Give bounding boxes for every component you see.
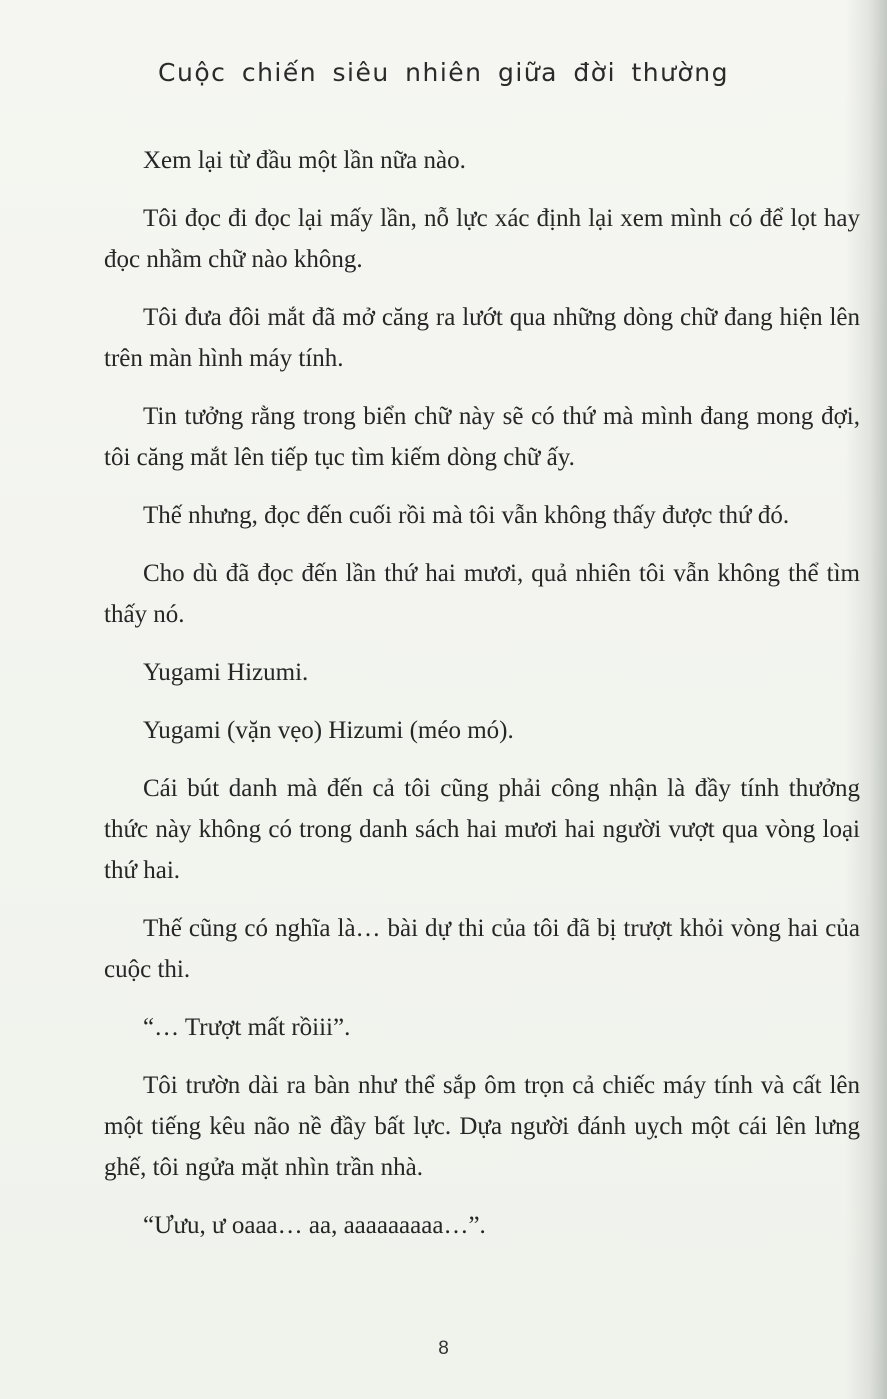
- paragraph: Thế cũng có nghĩa là… bài dự thi của tôi đã bị trượt khỏi vòng hai của cuộc thi.: [104, 915, 860, 983]
- paragraph: Tin tưởng rằng trong biển chữ này sẽ có thứ mà mình đang mong đợi, tôi căng mắt lên tiếp tục tìm kiếm dòng chữ ấy.: [104, 403, 860, 471]
- body-text: [104, 140, 860, 1263]
- paragraph: Tôi đưa đôi mắt đã mở căng ra lướt qua những dòng chữ đang hiện lên trên màn hình máy tính.: [104, 304, 860, 372]
- paragraph: Yugami Hizumi.: [143, 659, 309, 686]
- paragraph: Cho dù đã đọc đến lần thứ hai mươi, quả nhiên tôi vẫn không thể tìm thấy nó.: [104, 560, 860, 628]
- paragraph: Cái bút danh mà đến cả tôi cũng phải công nhận là đầy tính thưởng thức này không có trong danh sách hai mươi hai người vượt qua vòng loại thứ hai.: [104, 775, 860, 884]
- running-head: Cuộc chiến siêu nhiên giữa đời thường: [158, 58, 729, 87]
- paragraph: Tôi đọc đi đọc lại mấy lần, nỗ lực xác định lại xem mình có để lọt hay đọc nhầm chữ nào không.: [104, 205, 860, 273]
- paragraph: Tôi trườn dài ra bàn như thể sắp ôm trọn cả chiếc máy tính và cất lên một tiếng kêu não nề đầy bất lực. Dựa người đánh uỵch một cái lên lưng ghế, tôi ngửa mặt nhìn trần nhà.: [104, 1072, 860, 1181]
- paragraph: Xem lại từ đầu một lần nữa nào.: [143, 147, 466, 174]
- page-number: 8: [438, 1338, 449, 1359]
- paragraph: “… Trượt mất rồiii”.: [143, 1014, 351, 1041]
- paragraph: Yugami (vặn vẹo) Hizumi (méo mó).: [143, 717, 514, 744]
- paragraph: “Ưưu, ư oaaa… aa, aaaaaaaaa…”.: [143, 1212, 486, 1239]
- paragraph: Thế nhưng, đọc đến cuối rồi mà tôi vẫn không thấy được thứ đó.: [143, 502, 790, 529]
